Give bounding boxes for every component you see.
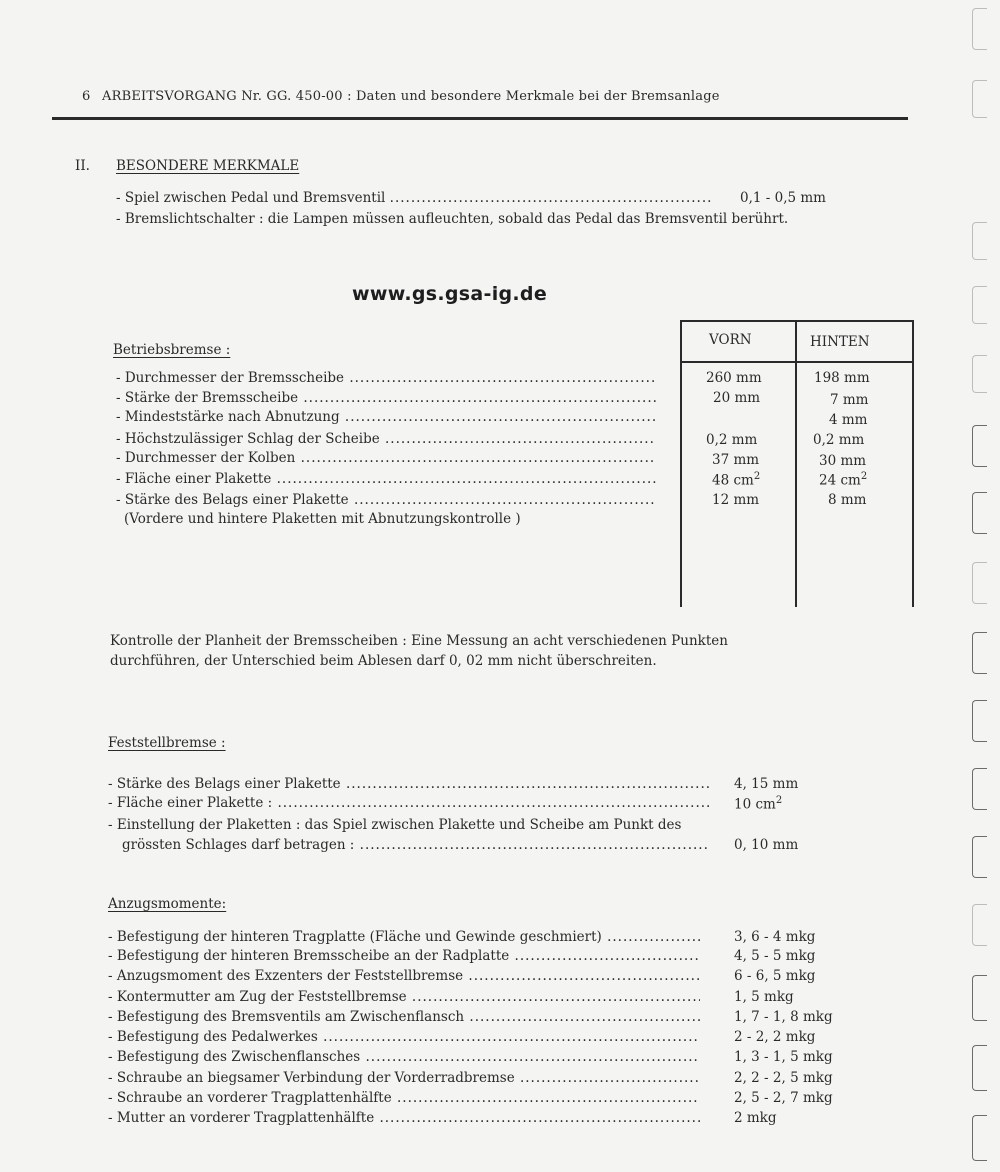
table-row-label: - Stärke des Belags einer Plakette .....: [116, 492, 656, 508]
table-row-label: - Fläche einer Plakette .....: [116, 471, 656, 487]
col-hinten-header: HINTEN: [810, 334, 870, 350]
table-top-border: [680, 320, 914, 322]
table-cell-hinten: 198 mm: [814, 370, 870, 386]
binder-mark: [972, 355, 987, 393]
plaketten-note: (Vordere und hintere Plaketten mit Abnutzungskontrolle ): [124, 511, 521, 527]
table-cell-hinten: 24 $cm^2$: [819, 471, 868, 489]
feststellbremse-title: Feststellbremse :: [108, 735, 226, 751]
torque-row-label: - Schraube an vorderer Tragplattenhälfte .....: [108, 1090, 700, 1106]
torque-row-label: - Schraube an biegsamer Verbindung der Vorderradbremse .....: [108, 1070, 700, 1086]
binder-mark: [972, 286, 987, 324]
torque-row-value: 2 mkg: [734, 1110, 777, 1126]
table-left-border: [680, 320, 682, 607]
binder-mark: [972, 1115, 987, 1161]
spiel-label: - Spiel zwischen Pedal und Bremsventil: [116, 190, 386, 206]
table-row-label: - Stärke der Bremsscheibe .....: [116, 390, 656, 406]
torque-row-value: 6 - 6, 5 mkg: [734, 968, 816, 984]
binder-mark: [972, 8, 987, 50]
einstellung-value: 0, 10 mm: [734, 837, 799, 853]
binder-mark: [972, 80, 987, 118]
torque-row-label: - Mutter an vorderer Tragplattenhälfte .....: [108, 1110, 700, 1126]
binder-mark: [972, 768, 987, 810]
feststell-row-label: - Stärke des Belags einer Plakette .....: [108, 776, 710, 792]
page-header-title: ARBEITSVORGANG Nr. GG. 450-00 : Daten und besondere Merkmale bei der Bremsanlage: [102, 89, 720, 104]
torque-row-label: - Befestigung des Bremsventils am Zwischenflansch .....: [108, 1009, 700, 1025]
table-row-label: - Mindeststärke nach Abnutzung .....: [116, 409, 656, 425]
binder-mark: [972, 700, 987, 742]
table-row-label: - Durchmesser der Kolben .....: [116, 450, 656, 466]
torque-row-value: 3, 6 - 4 mkg: [734, 929, 816, 945]
page-number: 6: [82, 89, 91, 104]
binder-mark: [972, 632, 987, 674]
kontrolle-line-2: durchführen, der Unterschied beim Ablesen darf 0, 02 mm nicht überschreiten.: [110, 653, 657, 669]
table-right-border: [912, 320, 914, 607]
binder-mark: [972, 492, 987, 534]
table-cell-vorn: 260 mm: [706, 370, 762, 386]
torque-row-label: - Befestigung der hinteren Bremsscheibe an der Radplatte .....: [108, 948, 700, 964]
table-cell-vorn: 0,2 mm: [706, 432, 758, 448]
table-header-divider: [680, 361, 914, 363]
einstellung-line-2: grössten Schlages darf betragen : .....: [122, 837, 710, 853]
table-cell-vorn: 12 mm: [712, 492, 760, 508]
table-row-label: - Durchmesser der Bremsscheibe .....: [116, 370, 656, 386]
table-cell-vorn: 20 mm: [713, 390, 761, 406]
anzugsmomente-title: Anzugsmomente:: [108, 896, 227, 912]
table-cell-hinten: 7 mm: [830, 392, 869, 408]
torque-row-value: 2, 2 - 2, 5 mkg: [734, 1070, 833, 1086]
torque-row-label: - Befestigung der hinteren Tragplatte (Fläche und Gewinde geschmiert) .....: [108, 929, 700, 945]
feststell-row-value: 10 $cm^2$: [734, 795, 783, 813]
binder-mark: [972, 836, 987, 878]
einstellung-line-1: - Einstellung der Plaketten : das Spiel zwischen Plakette und Scheibe am Punkt des: [108, 817, 682, 833]
binder-mark: [972, 1045, 987, 1091]
table-cell-hinten: 4 mm: [829, 412, 868, 428]
torque-row-label: - Anzugsmoment des Exzenters der Feststellbremse .....: [108, 968, 700, 984]
torque-row-value: 2 - 2, 2 mkg: [734, 1029, 816, 1045]
header-rule: [52, 117, 908, 120]
torque-row-label: - Kontermutter am Zug der Feststellbremse .....: [108, 989, 700, 1005]
binder-mark: [972, 222, 987, 260]
binder-mark: [972, 904, 987, 946]
betriebsbremse-title: Betriebsbremse :: [113, 342, 231, 358]
col-vorn-header: VORN: [709, 332, 752, 348]
feststell-row-label: - Fläche einer Plakette : .....: [108, 795, 710, 811]
spiel-value: 0,1 - 0,5 mm: [740, 190, 826, 206]
table-cell-hinten: 8 mm: [828, 492, 867, 508]
spiel-row: [116, 190, 712, 206]
table-row-label: - Höchstzulässiger Schlag der Scheibe .....: [116, 431, 656, 447]
table-cell-vorn: 37 mm: [712, 452, 760, 468]
binder-mark: [972, 562, 987, 604]
section-roman: II.: [75, 158, 90, 174]
table-middle-border: [795, 320, 797, 607]
torque-row-value: 1, 3 - 1, 5 mkg: [734, 1049, 833, 1065]
torque-row-label: - Befestigung des Pedalwerkes .....: [108, 1029, 700, 1045]
torque-row-label: - Befestigung des Zwischenflansches .....: [108, 1049, 700, 1065]
table-cell-hinten: 0,2 mm: [813, 432, 865, 448]
feststell-row-value: 4, 15 mm: [734, 776, 799, 792]
website-watermark: www.gs.gsa-ig.de: [352, 283, 548, 305]
torque-row-value: 1, 7 - 1, 8 mkg: [734, 1009, 833, 1025]
torque-row-value: 4, 5 - 5 mkg: [734, 948, 816, 964]
binder-mark: [972, 975, 987, 1021]
table-cell-vorn: 48 $cm^2$: [712, 471, 761, 489]
section-title: BESONDERE MERKMALE: [116, 158, 300, 174]
torque-row-value: 1, 5 mkg: [734, 989, 794, 1005]
table-cell-hinten: 30 mm: [819, 453, 867, 469]
torque-row-value: 2, 5 - 2, 7 mkg: [734, 1090, 833, 1106]
binder-mark: [972, 425, 987, 467]
bremslicht-text: - Bremslichtschalter : die Lampen müssen aufleuchten, sobald das Pedal das Bremsventil berührt.: [116, 211, 789, 227]
kontrolle-line-1: Kontrolle der Planheit der Bremsscheiben : Eine Messung an acht verschiedenen Punkten: [110, 633, 728, 649]
